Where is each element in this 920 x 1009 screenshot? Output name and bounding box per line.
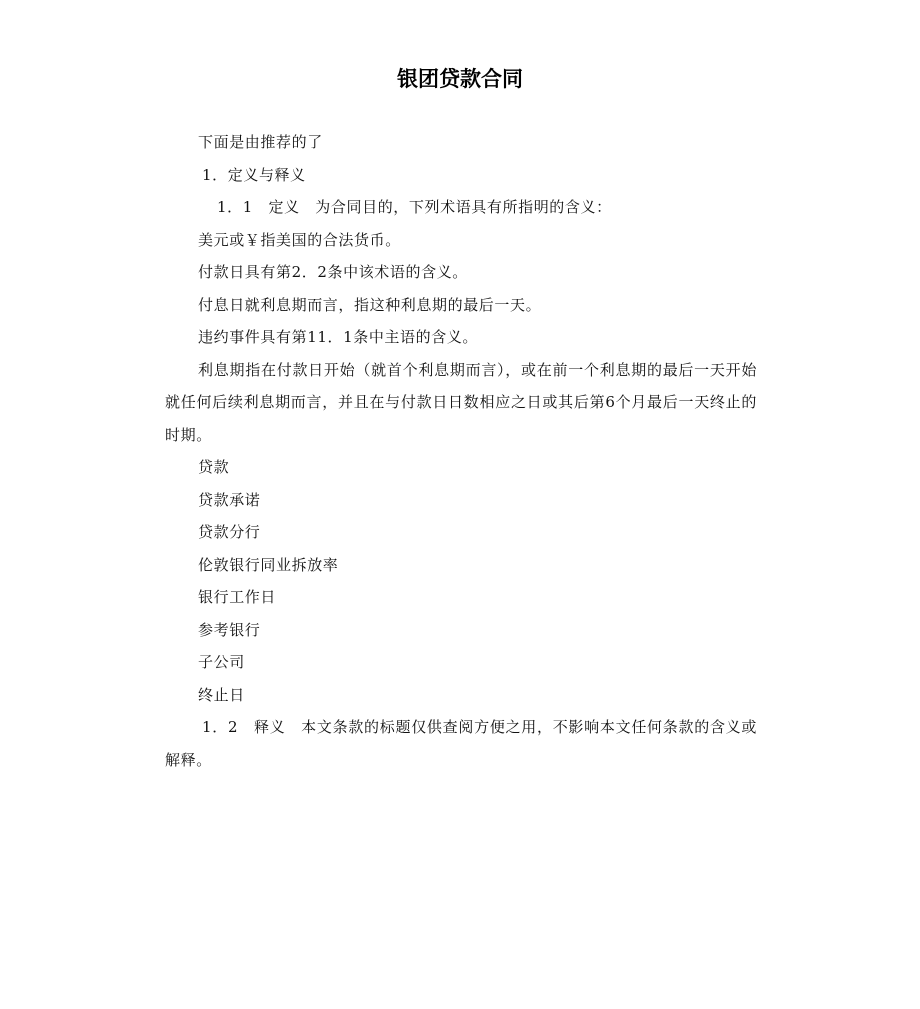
section-heading-definitions: 1．定义与释义 <box>202 165 306 184</box>
definition-payment-date: 付款日具有第2．2条中该术语的含义。 <box>198 263 468 281</box>
term-business-day: 银行工作日 <box>198 588 277 606</box>
term-loan-commitment: 贷款承诺 <box>198 490 261 509</box>
clause-1-1: 1．1 定义 为合同目的，下列术语具有所指明的含义： <box>217 198 612 216</box>
definition-interest-date: 付息日就利息期而言，指这种利息期的最后一天。 <box>198 295 542 314</box>
definition-interest-period: 利息期指在付款日开始（就首个利息期而言），或在前一个利息期的最后一天开始就任何后续利息期而言，并且在与付款日日数相应之日或其后第6个月最后一天终止的时期。 <box>165 360 757 444</box>
document-body <box>165 126 757 776</box>
term-termination-date: 终止日 <box>198 685 245 704</box>
term-subsidiary: 子公司 <box>198 653 245 671</box>
paragraph-intro: 下面是由推荐的了 <box>198 133 323 151</box>
term-loan: 贷款 <box>198 458 230 476</box>
definition-dollar: 美元或￥指美国的合法货币。 <box>198 230 401 249</box>
clause-1-2: 1．2 释义 本文条款的标题仅供查阅方便之用，不影响本文任何条款的含义或解释。 <box>165 718 757 769</box>
term-lending-branch: 贷款分行 <box>198 523 261 541</box>
definition-event-of-default: 违约事件具有第11．1条中主语的含义。 <box>198 328 479 346</box>
document-title: 银团贷款合同 <box>397 67 523 91</box>
term-libor: 伦敦银行同业拆放率 <box>198 555 339 574</box>
term-reference-bank: 参考银行 <box>198 620 261 639</box>
